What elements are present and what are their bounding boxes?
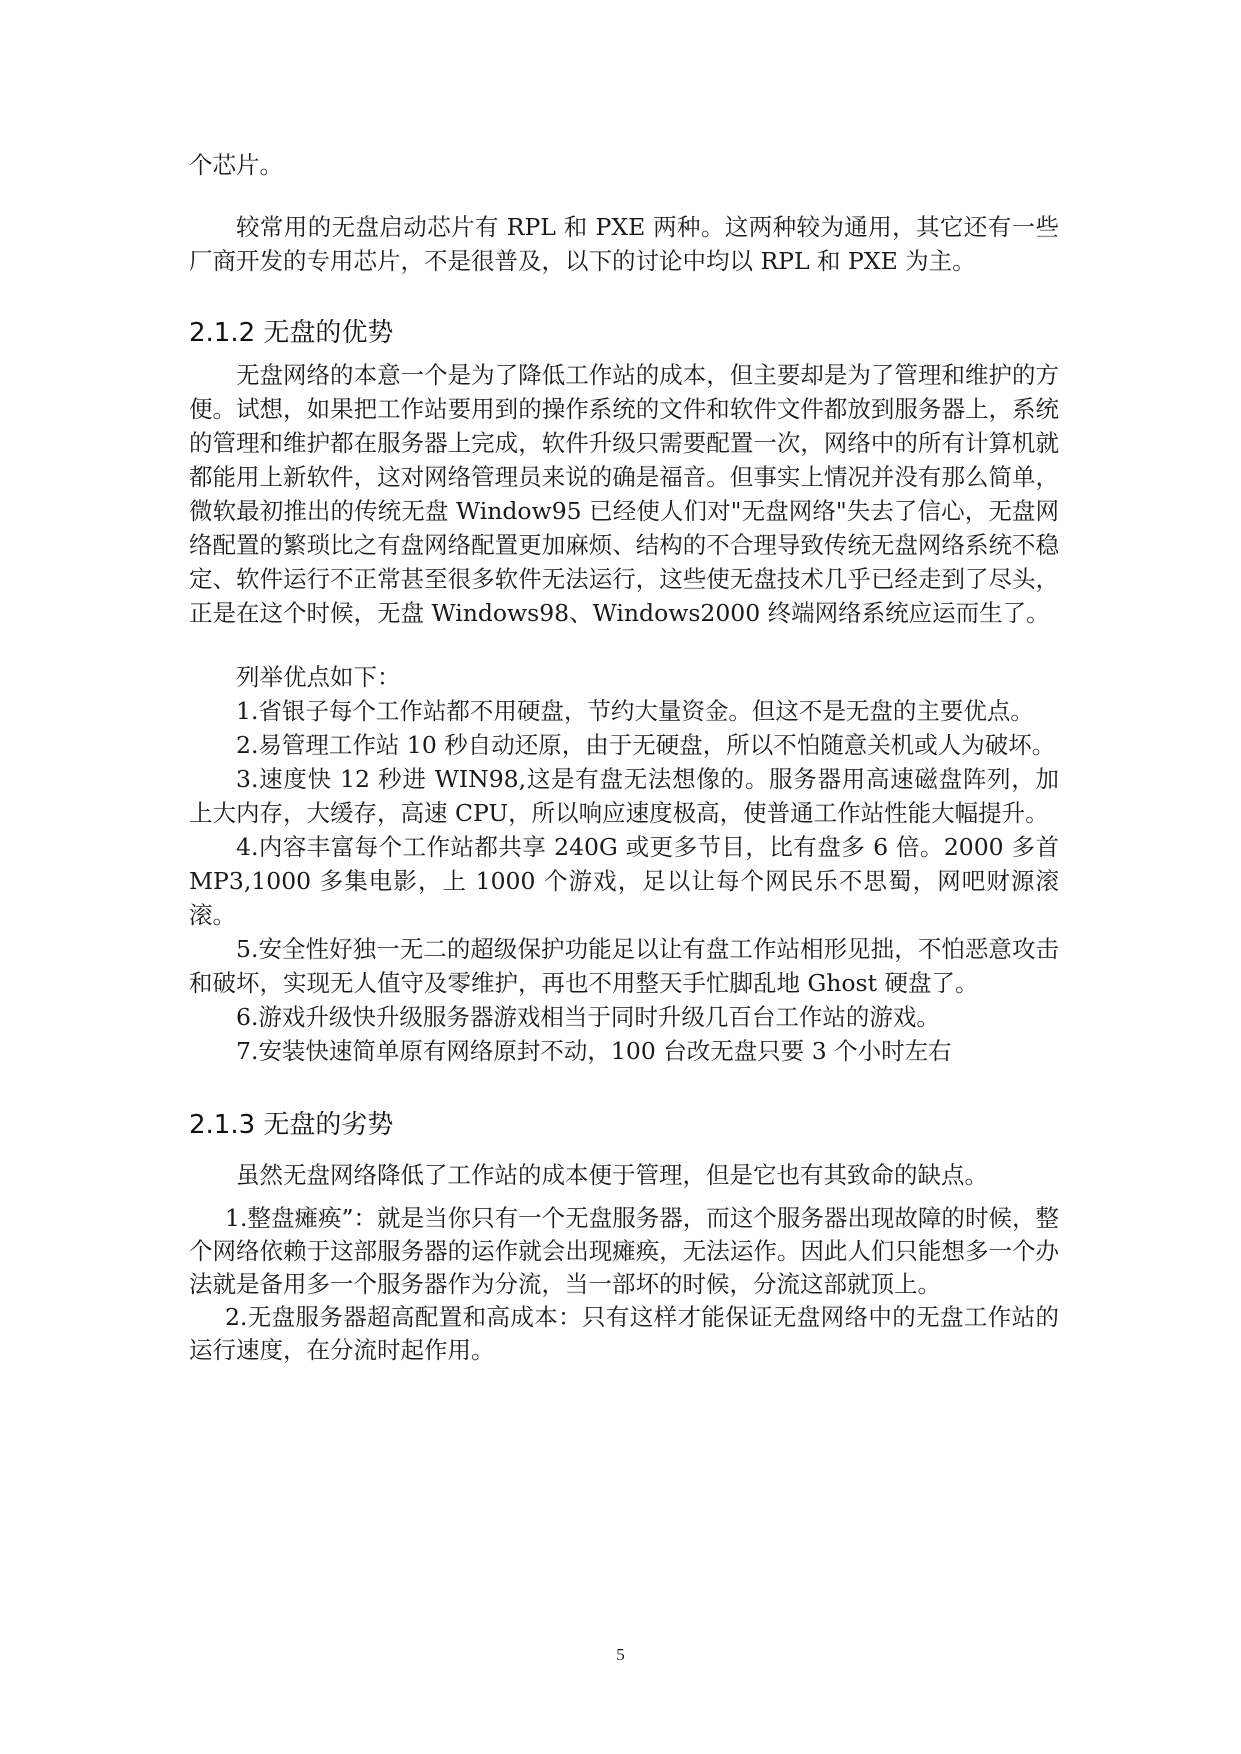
list-intro: 列举优点如下： bbox=[236, 663, 401, 691]
list-item: 4.内容丰富每个工作站都共享 240G 或更多节目，比有盘多 6 倍。2000 多首 MP3,1000 多集电影，上 1000 个游戏，足以让每个网民乐不思蜀，网吧财源滚滚。 bbox=[189, 833, 1059, 929]
list-item: 1.省银子每个工作站都不用硬盘，节约大量资金。但这不是无盘的主要优点。 bbox=[236, 697, 1034, 725]
list-item: 7.安装快速简单原有网络原封不动，100 台改无盘只要 3 个小时左右 bbox=[236, 1037, 952, 1065]
list-item: 3.速度快 12 秒进 WIN98,这是有盘无法想像的。服务器用高速磁盘阵列，加上大内存，大缓存，高速 CPU，所以响应速度极高，使普通工作站性能大幅提升。 bbox=[189, 765, 1059, 827]
paragraph-continued: 个芯片。 bbox=[189, 151, 283, 179]
page-number: 5 bbox=[616, 1645, 625, 1664]
page-body bbox=[189, 148, 1059, 1367]
list-item: 2.易管理工作站 10 秒自动还原，由于无硬盘，所以不怕随意关机或人为破坏。 bbox=[236, 731, 1056, 759]
list-item: 6.游戏升级快升级服务器游戏相当于同时升级几百台工作站的游戏。 bbox=[236, 1003, 940, 1031]
list-item: 2.无盘服务器超高配置和高成本：只有这样才能保证无盘网络中的无盘工作站的运行速度，在分流时起作用。 bbox=[189, 1303, 1059, 1364]
disadvantage-list bbox=[189, 1202, 1059, 1367]
list-item: 1.整盘瘫痪”：就是当你只有一个无盘服务器，而这个服务器出现故障的时候，整个网络依赖于这部服务器的运作就会出现瘫痪，无法运作。因此人们只能想多一个办法就是备用多一个服务器作为分流，当一部坏的时候，分流这部就顶上。 bbox=[189, 1204, 1059, 1298]
paragraph-advantage: 无盘网络的本意一个是为了降低工作站的成本，但主要却是为了管理和维护的方便。试想，如果把工作站要用到的操作系统的文件和软件文件都放到服务器上，系统的管理和维护都在服务器上完成，软件升级只需要配置一次，网络中的所有计算机就都能用上新软件，这对网络管理员来说的确是福音。但事实上情况并没有那么简单，微软最初推出的传统无盘 Window95 已经使人们对"无盘网络"失去了信心，无盘网络配置的繁琐比之有盘网络配置更加麻烦、结构的不合理导致传统无盘网络系统不稳定、软件运行不正常甚至很多软件无法运行，这些使无盘技术几乎已经走到了尽头，正是在这个时候，无盘 Windows98、Windows2000 终端网络系统应运而生了。 bbox=[189, 361, 1059, 627]
section-heading-2-1-2: 2.1.2 无盘的优势 bbox=[189, 318, 394, 348]
section-heading-2-1-3: 2.1.3 无盘的劣势 bbox=[189, 1110, 394, 1140]
paragraph-boot-chips: 较常用的无盘启动芯片有 RPL 和 PXE 两种。这两种较为通用，其它还有一些厂商开发的专用芯片，不是很普及，以下的讨论中均以 RPL 和 PXE 为主。 bbox=[189, 213, 1059, 275]
paragraph-disadvantage-intro: 虽然无盘网络降低了工作站的成本便于管理，但是它也有其致命的缺点。 bbox=[236, 1161, 988, 1189]
list-item: 5.安全性好独一无二的超级保护功能足以让有盘工作站相形见拙，不怕恶意攻击和破坏，实现无人值守及零维护，再也不用整天手忙脚乱地 Ghost 硬盘了。 bbox=[189, 935, 1059, 997]
advantage-list bbox=[189, 694, 1059, 1068]
